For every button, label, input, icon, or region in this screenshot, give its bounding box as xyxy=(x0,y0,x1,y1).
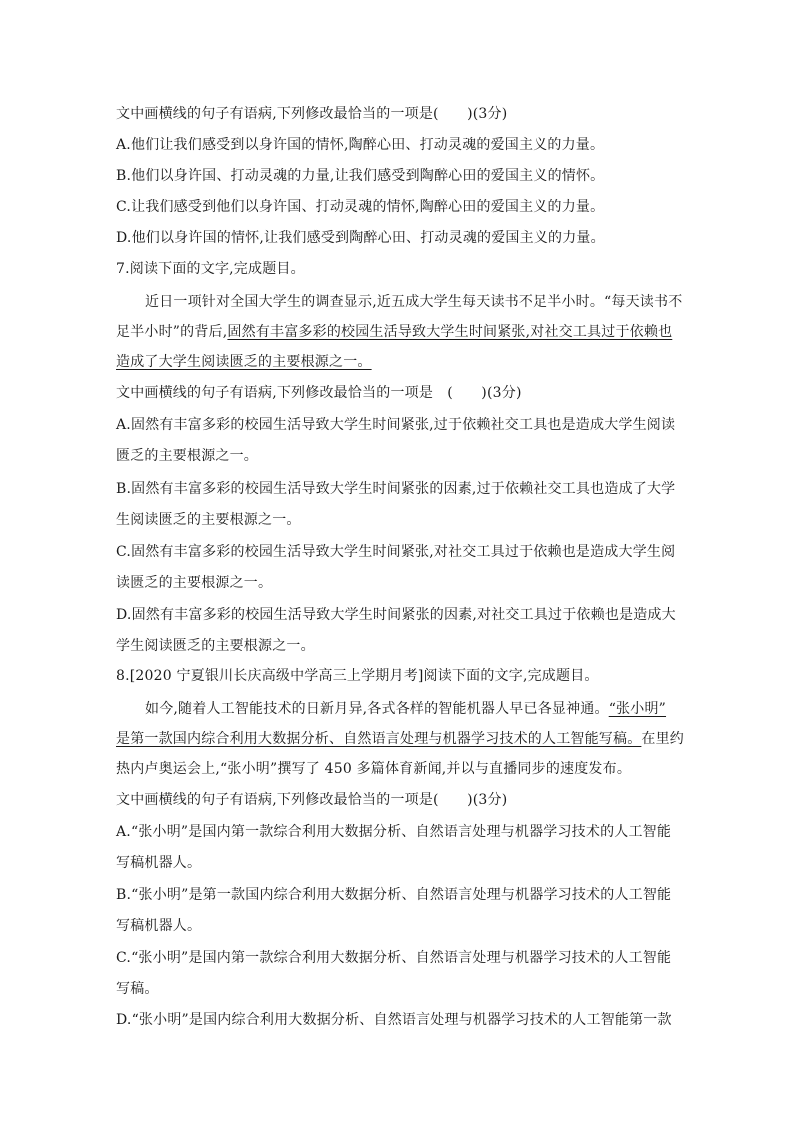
q7-option-c-line2: 读匮乏的主要根源之一。 xyxy=(116,575,273,591)
q8-passage-line2-plain: 在里约 xyxy=(641,731,685,747)
q6-option-c: C.让我们感受到他们以身许国、打动灵魂的情怀,陶醉心田的爱国主义的力量。 xyxy=(116,199,605,215)
q7-option-b-line1: B.固然有丰富多彩的校园生活导致大学生时间紧张的因素,过于依赖社交工具也造成了大学 xyxy=(116,481,676,497)
q7-passage-line2-plain: 足半小时”的背后, xyxy=(116,324,228,340)
q8-option-d-line1: D.“张小明”是国内综合利用大数据分析、自然语言处理与机器学习技术的人工智能第一款 xyxy=(116,1012,672,1028)
q8-passage-line1 xyxy=(145,699,666,719)
q6-option-a: A.他们让我们感受到以身许国的情怀,陶醉心田、打动灵魂的爱国主义的力量。 xyxy=(116,137,605,153)
q7-passage-line1: 近日一项针对全国大学生的调查显示,近五成大学生每天读书不足半小时。“每天读书不 xyxy=(145,294,683,310)
q8-passage-line1-plain: 如今,随着人工智能技术的日新月异,各式各样的智能机器人早已各显神通。 xyxy=(145,701,609,717)
q8-underlined-sentence-cont: 是第一款国内综合利用大数据分析、自然语言处理与机器学习技术的人工智能写稿。 xyxy=(116,731,642,747)
q7-stem: 文中画横线的句子有语病,下列修改最恰当的一项是 ( )(3分) xyxy=(116,385,522,401)
q8-option-a-line1: A.“张小明”是国内第一款综合利用大数据分析、自然语言处理与机器学习技术的人工智能 xyxy=(116,824,672,840)
q8-option-b-line1: B.“张小明”是第一款国内综合利用大数据分析、自然语言处理与机器学习技术的人工智能 xyxy=(116,887,672,903)
q7-underlined-sentence-cont: 造成了大学生阅读匮乏的主要根源之一。 xyxy=(116,354,372,370)
q6-option-b: B.他们以身许国、打动灵魂的力量,让我们感受到陶醉心田的爱国主义的情怀。 xyxy=(116,168,605,184)
q7-underlined-sentence: 固然有丰富多彩的校园生活导致大学生时间紧张,对社交工具过于依赖也 xyxy=(227,324,673,340)
q8-passage-line2 xyxy=(116,729,684,749)
q7-option-a-line1: A.固然有丰富多彩的校园生活导致大学生时间紧张,过于依赖社交工具也是造成大学生阅读 xyxy=(116,417,676,433)
q8-stem: 文中画横线的句子有语病,下列修改最恰当的一项是( )(3分) xyxy=(116,792,508,808)
q8-underlined-sentence: “张小明” xyxy=(608,701,667,717)
q7-option-c-line1: C.固然有丰富多彩的校园生活导致大学生时间紧张,对社交工具过于依赖也是造成大学生阅 xyxy=(116,544,676,560)
q7-passage-line3 xyxy=(116,352,372,372)
q8-option-c-line1: C.“张小明”是国内第一款综合利用大数据分析、自然语言处理与机器学习技术的人工智能 xyxy=(116,950,672,966)
q7-option-a-line2: 匮乏的主要根源之一。 xyxy=(116,448,258,464)
q8-option-a-line2: 写稿机器人。 xyxy=(116,855,202,871)
q7-passage-line2 xyxy=(116,322,672,342)
q7-option-d-line1: D.固然有丰富多彩的校园生活导致大学生时间紧张的因素,对社交工具过于依赖也是造成大 xyxy=(116,607,676,623)
q8-option-b-line2: 写稿机器人。 xyxy=(116,918,202,934)
q7-option-b-line2: 生阅读匮乏的主要根源之一。 xyxy=(116,512,301,528)
q7-heading: 7.阅读下面的文字,完成题目。 xyxy=(116,261,305,277)
q8-option-c-line2: 写稿。 xyxy=(116,981,159,997)
q6-option-d: D.他们以身许国的情怀,让我们感受到陶醉心田、打动灵魂的爱国主义的力量。 xyxy=(116,230,605,246)
q6-stem: 文中画横线的句子有语病,下列修改最恰当的一项是( )(3分) xyxy=(116,106,508,122)
q8-heading: 8.[2020 宁夏银川长庆高级中学高三上学期月考]阅读下面的文字,完成题目。 xyxy=(116,668,599,684)
q8-passage-line3: 热内卢奥运会上,“张小明”撰写了 450 多篇体育新闻,并以与直播同步的速度发布。 xyxy=(116,761,632,777)
q7-option-d-line2: 学生阅读匮乏的主要根源之一。 xyxy=(116,638,315,654)
